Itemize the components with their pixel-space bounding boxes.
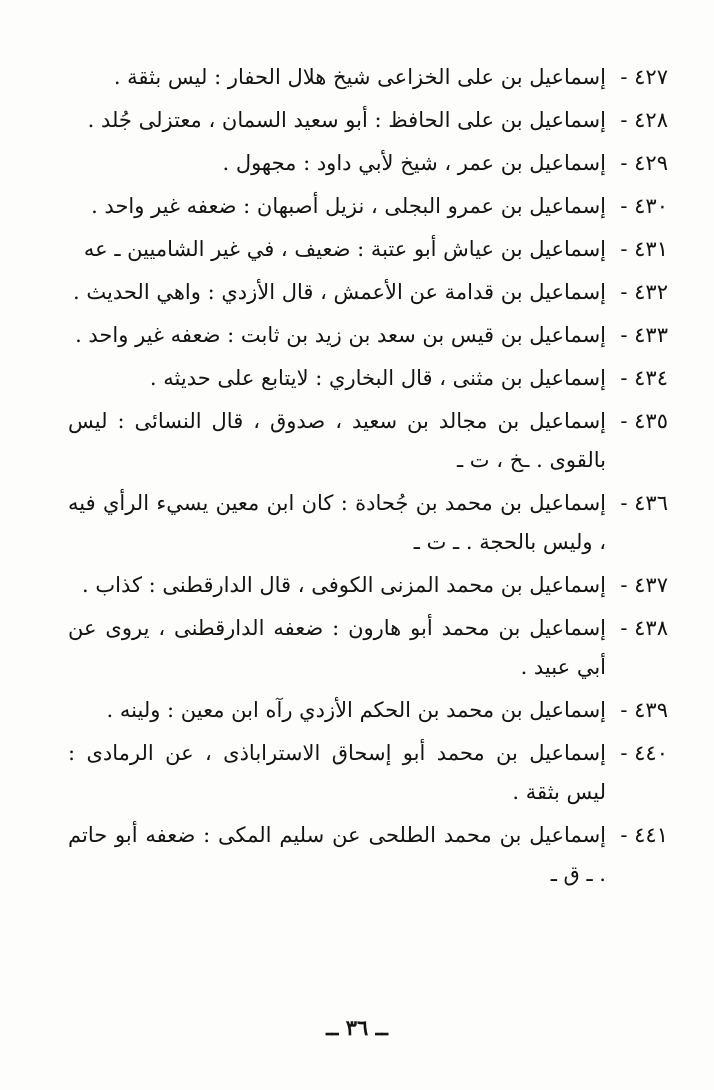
entry-text: إسماعيل بن مجالد بن سعيد ، صدوق ، قال النسائى : ليس بالقوى . ـخ ، ت ـ — [68, 409, 606, 472]
entry-number: ٤٣٨ - — [620, 616, 668, 640]
entry-440 — [68, 734, 668, 812]
entry-text: إسماعيل بن على الحافظ : أبو سعيد السمان ، معتزلى جُلد . — [87, 108, 606, 132]
entry-434 — [68, 359, 668, 398]
entry-431 — [68, 230, 668, 269]
entry-number: ٤٤٠ - — [620, 741, 668, 765]
entry-433 — [68, 316, 668, 355]
entry-text: إسماعيل بن محمد الطلحى عن سليم المكى : ضعفه أبو حاتم . ـ ق ـ — [68, 823, 606, 886]
entry-number: ٤٢٨ - — [620, 108, 668, 132]
entry-number: ٤٣٠ - — [620, 194, 668, 218]
entry-428 — [68, 101, 668, 140]
entry-427 — [68, 58, 668, 97]
entry-text: إسماعيل بن على الخزاعى شيخ هلال الحفار : ليس بثقة . — [113, 65, 606, 89]
entry-435 — [68, 402, 668, 480]
entry-432 — [68, 273, 668, 312]
entry-number: ٤٣٤ - — [620, 366, 668, 390]
entry-text: إسماعيل بن محمد أبو هارون : ضعفه الدارقطنى ، يروى عن أبي عبيد . — [68, 616, 606, 679]
entry-text: إسماعيل بن محمد المزنى الكوفى ، قال الدارقطنى : كذاب . — [81, 573, 606, 597]
entry-number: ٤٢٧ - — [620, 65, 668, 89]
entry-number: ٤٣٢ - — [620, 280, 668, 304]
entry-number: ٤٣١ - — [620, 237, 668, 261]
entry-text: إسماعيل بن محمد بن الحكم الأزدي رآه ابن معين : ولينه . — [106, 698, 606, 722]
entry-number: ٤٣٣ - — [620, 323, 668, 347]
entry-text: إسماعيل بن مثنى ، قال البخاري : لايتابع على حديثه . — [149, 366, 606, 390]
entry-430 — [68, 187, 668, 226]
entry-436 — [68, 484, 668, 562]
entry-text: إسماعيل بن محمد بن جُحادة : كان ابن معين يسيء الرأي فيه ، وليس بالحجة . ـ ت ـ — [68, 491, 606, 554]
entry-number: ٤٣٦ - — [620, 491, 668, 515]
entry-number: ٤٢٩ - — [620, 151, 668, 175]
entry-text: إسماعيل بن قيس بن سعد بن زيد بن ثابت : ضعفه غير واحد . — [75, 323, 606, 347]
entry-text: إسماعيل بن محمد أبو إسحاق الاستراباذى ، عن الرمادى : ليس بثقة . — [68, 741, 606, 804]
entry-text: إسماعيل بن عمر ، شيخ لأبي داود : مجهول . — [222, 151, 606, 175]
entry-list — [68, 58, 668, 898]
entry-437 — [68, 566, 668, 605]
page-number: ــ ٣٦ ــ — [326, 1015, 388, 1040]
entry-text: إسماعيل بن عمرو البجلى ، نزيل أصبهان : ضعفه غير واحد . — [91, 194, 606, 218]
entry-number: ٤٣٩ - — [620, 698, 668, 722]
entry-number: ٤٣٧ - — [620, 573, 668, 597]
entry-438 — [68, 609, 668, 687]
entry-439 — [68, 691, 668, 730]
entry-429 — [68, 144, 668, 183]
entry-number: ٤٤١ - — [620, 823, 668, 847]
entry-text: إسماعيل بن عياش أبو عتبة : ضعيف ، في غير الشاميين ـ عه — [83, 237, 606, 261]
entry-text: إسماعيل بن قدامة عن الأعمش ، قال الأزدي : واهي الحديث . — [73, 280, 606, 304]
entry-number: ٤٣٥ - — [620, 409, 668, 433]
entry-441 — [68, 816, 668, 894]
